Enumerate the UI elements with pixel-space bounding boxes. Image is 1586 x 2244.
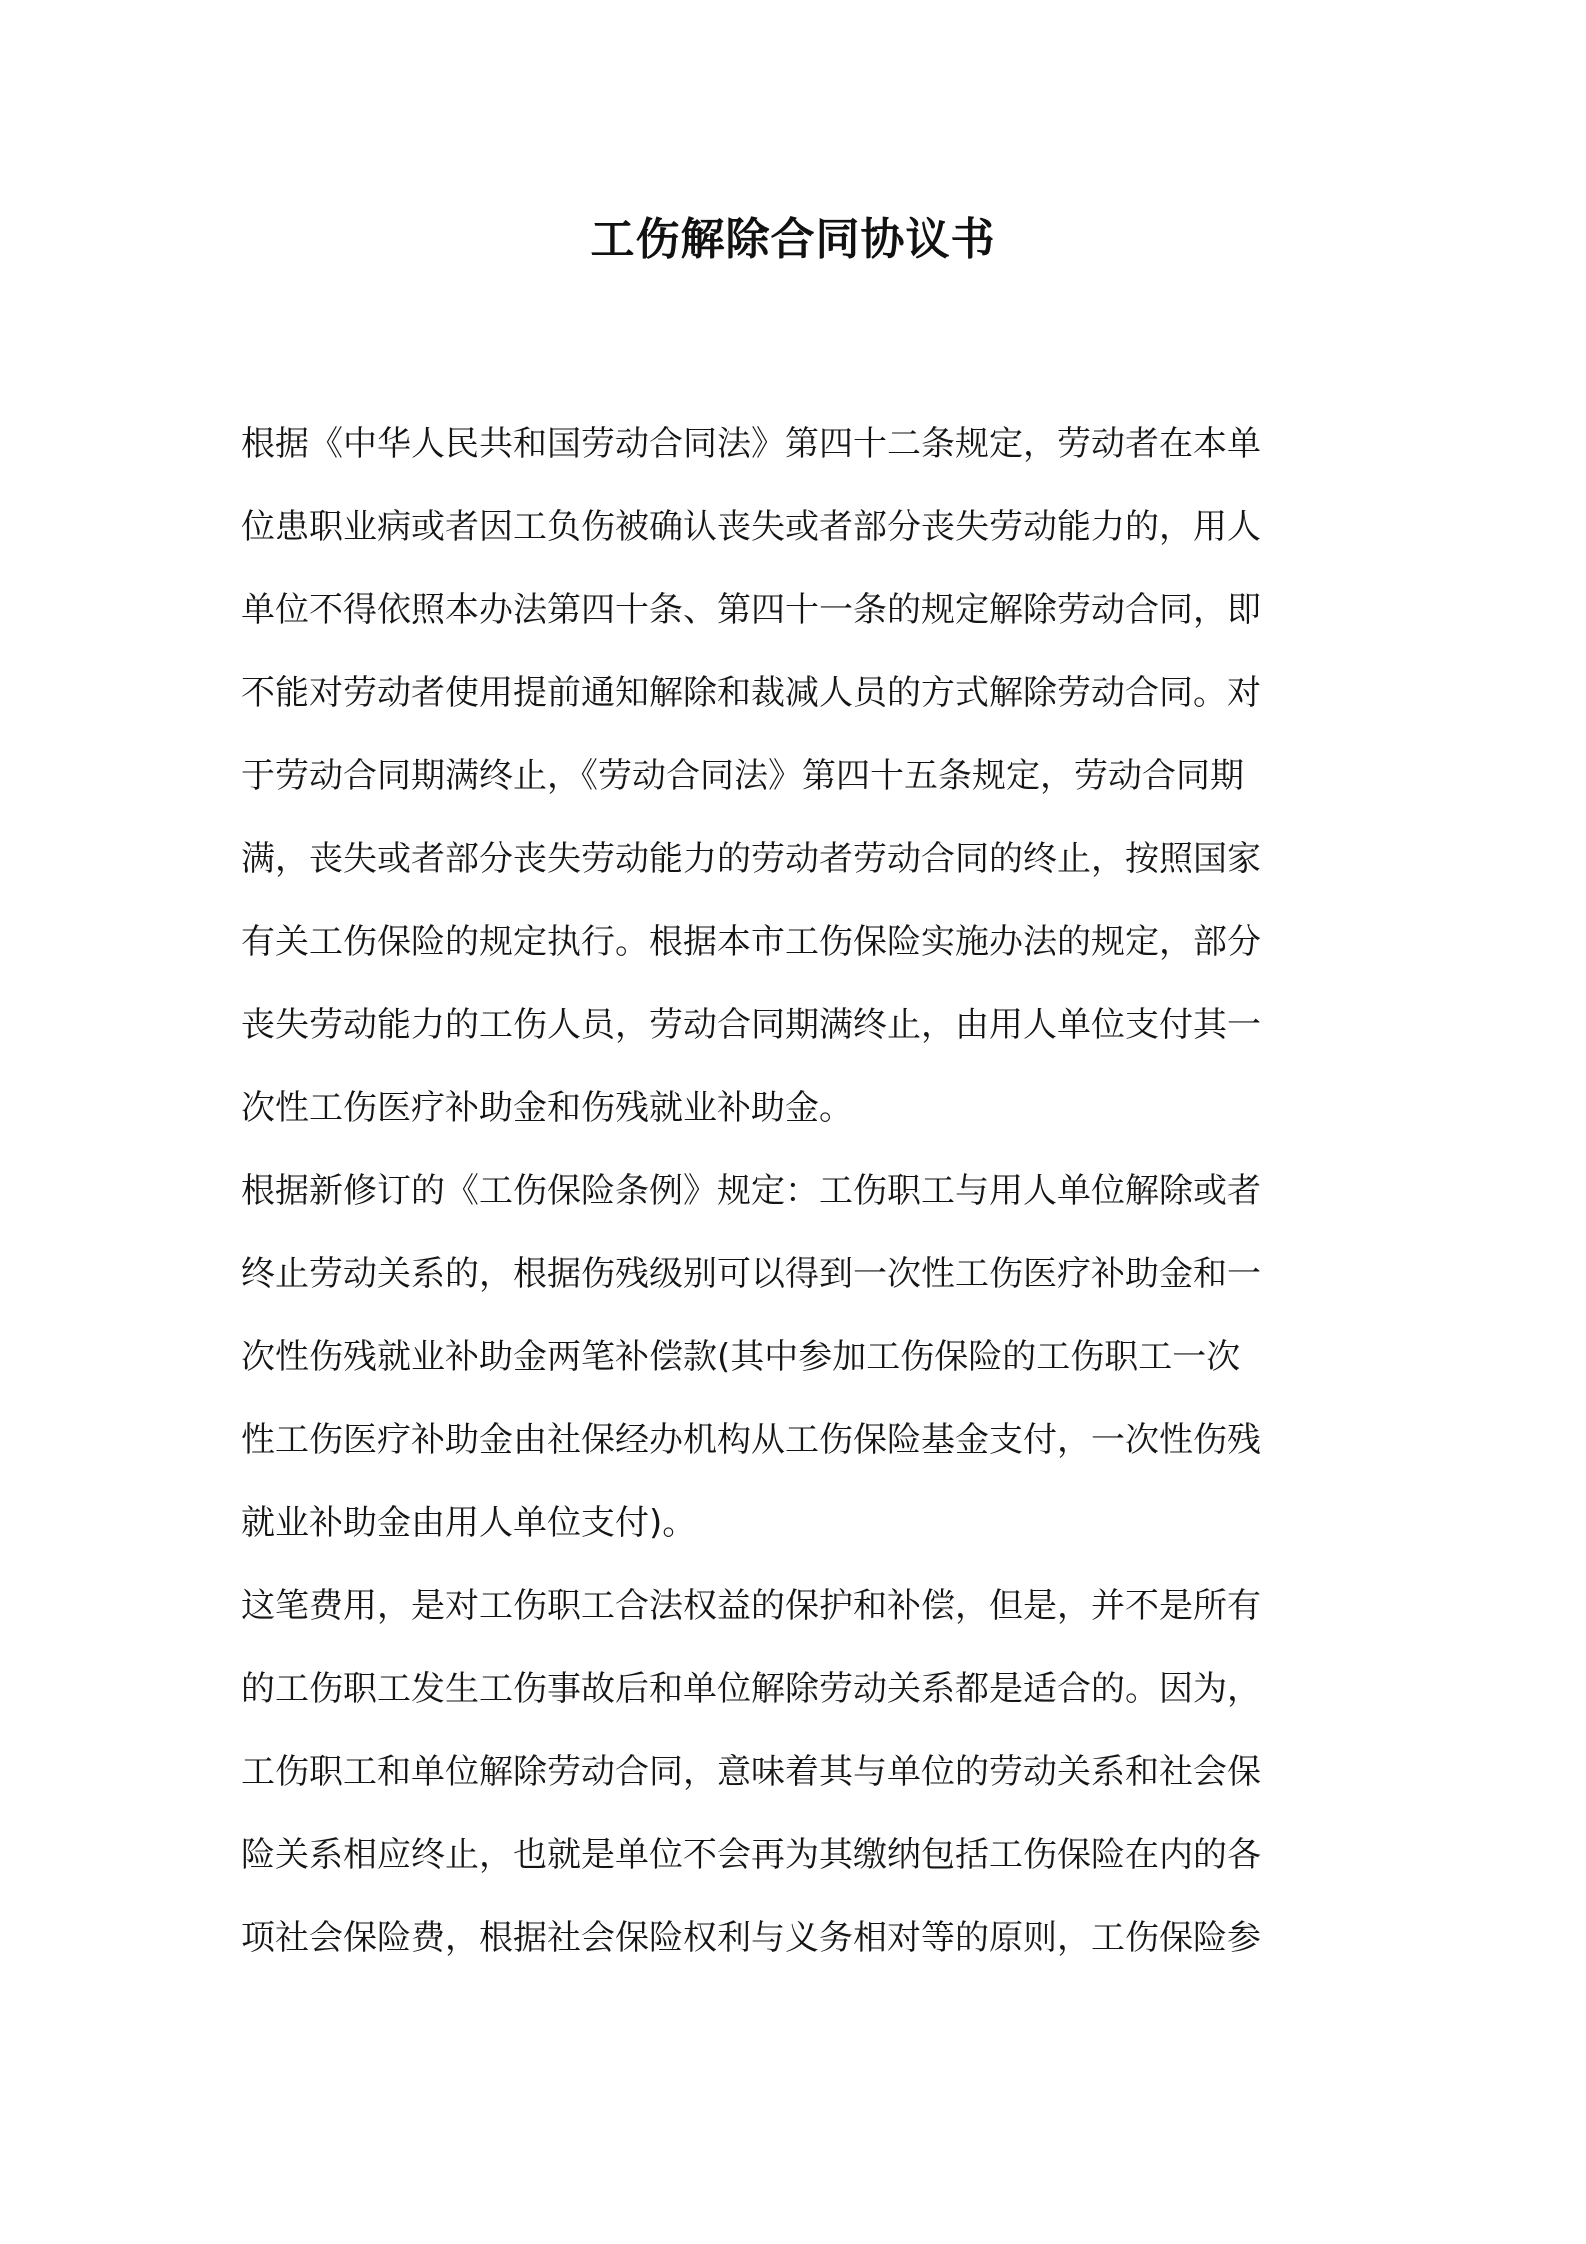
document-body [241,403,1349,1980]
text-line: 的工伤职工发生工伤事故后和单位解除劳动关系都是适合的。因为， [241,1669,1261,1709]
text-line: 这笔费用，是对工伤职工合法权益的保护和补偿，但是，并不是所有 [241,1586,1261,1626]
text-line: 根据《中华人民共和国劳动合同法》第四十二条规定，劳动者在本单 [241,424,1261,464]
text-line: 终止劳动关系的，根据伤残级别可以得到一次性工伤医疗补助金和一 [241,1254,1261,1294]
text-line: 于劳动合同期满终止，《劳动合同法》第四十五条规定，劳动合同期 [241,756,1244,796]
text-line: 工伤职工和单位解除劳动合同，意味着其与单位的劳动关系和社会保 [241,1752,1261,1792]
text-line: 丧失劳动能力的工伤人员，劳动合同期满终止，由用人单位支付其一 [241,1005,1261,1045]
text-line: 性工伤医疗补助金由社保经办机构从工伤保险基金支付，一次性伤残 [241,1420,1261,1460]
text-line: 次性伤残就业补助金两笔补偿款(其中参加工伤保险的工伤职工一次 [241,1337,1241,1377]
text-line: 有关工伤保险的规定执行。根据本市工伤保险实施办法的规定，部分 [241,922,1261,962]
text-line: 项社会保险费，根据社会保险权利与义务相对等的原则，工伤保险参 [241,1918,1261,1958]
text-line: 次性工伤医疗补助金和伤残就业补助金。 [241,1088,853,1128]
paragraph-1 [241,403,1349,1150]
paragraph-3 [241,1565,1349,1980]
text-line: 根据新修订的《工伤保险条例》规定：工伤职工与用人单位解除或者 [241,1171,1261,1211]
text-line: 不能对劳动者使用提前通知解除和裁减人员的方式解除劳动合同。对 [241,673,1261,713]
paragraph-2 [241,1150,1349,1565]
text-line: 满，丧失或者部分丧失劳动能力的劳动者劳动合同的终止，按照国家 [241,839,1261,879]
text-line: 险关系相应终止，也就是单位不会再为其缴纳包括工伤保险在内的各 [241,1835,1261,1875]
text-line: 单位不得依照本办法第四十条、第四十一条的规定解除劳动合同，即 [241,590,1261,630]
document-title: 工伤解除合同协议书 [590,214,996,265]
text-line: 位患职业病或者因工负伤被确认丧失或者部分丧失劳动能力的，用人 [241,507,1261,547]
text-line: 就业补助金由用人单位支付)。 [241,1503,697,1543]
